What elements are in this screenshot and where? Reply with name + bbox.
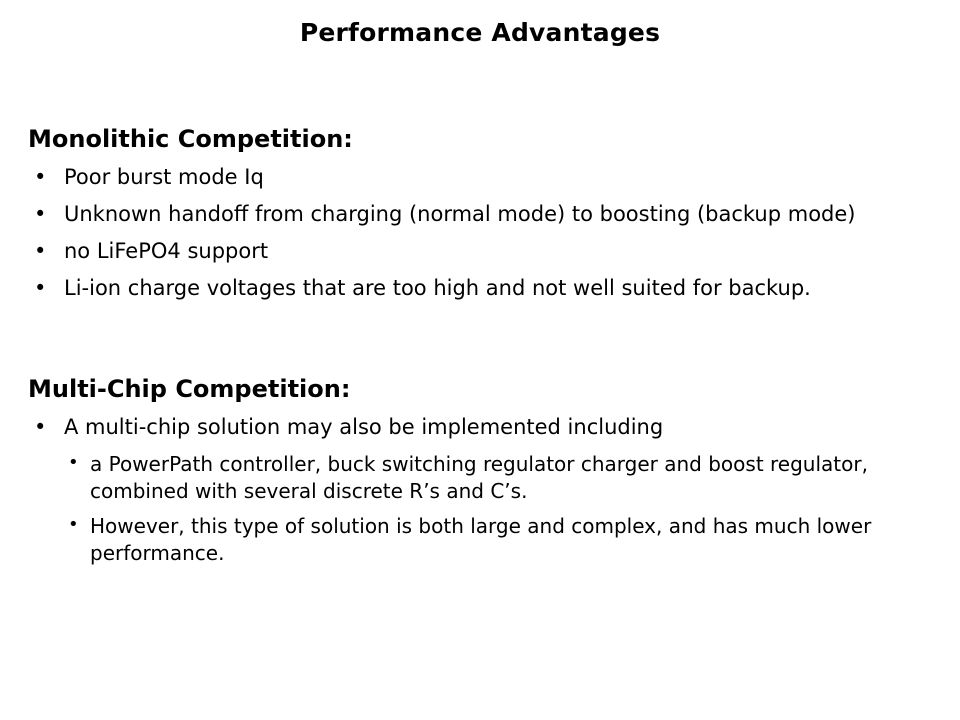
list-item-text: Unknown handoff from charging (normal mode) to boosting (backup mode)	[64, 201, 856, 226]
list-item-text: no LiFePO4 support	[64, 238, 269, 263]
bullet-icon: •	[34, 238, 47, 263]
list-item-text: Poor burst mode Iq	[64, 164, 264, 189]
bullet-icon: •	[34, 164, 47, 189]
bullet-list-monolithic	[28, 164, 938, 303]
list-item-text: a PowerPath controller, buck switching regulator charger and boost regulator, combined with several discrete R’s and C’s.	[90, 452, 868, 503]
list-item	[28, 201, 938, 229]
list-item	[28, 275, 938, 303]
page-title: Performance Advantages	[299, 18, 661, 47]
list-item	[28, 414, 938, 442]
list-item-text: Li-ion charge voltages that are too high and not well suited for backup.	[64, 275, 811, 300]
slide-body	[28, 125, 938, 576]
section-heading: Monolithic Competition:	[28, 125, 353, 153]
list-item	[64, 513, 938, 566]
section-monolithic	[28, 125, 938, 302]
bullet-icon: •	[68, 452, 79, 474]
list-item	[28, 164, 938, 192]
section-multichip	[28, 375, 938, 566]
list-item-text: However, this type of solution is both large and complex, and has much lower performance.	[90, 514, 872, 565]
bullet-icon: •	[34, 275, 47, 300]
sub-list-wrapper	[64, 451, 938, 566]
list-item	[28, 238, 938, 266]
bullet-sublist-multichip	[64, 451, 938, 566]
bullet-icon: •	[34, 415, 47, 440]
bullet-icon: •	[34, 201, 47, 226]
list-item	[64, 451, 938, 504]
section-spacer	[28, 311, 938, 375]
list-item-text: A multi-chip solution may also be implemented including	[64, 415, 664, 440]
bullet-list-multichip	[28, 414, 938, 442]
section-heading: Multi-Chip Competition:	[28, 375, 351, 404]
bullet-icon: •	[68, 514, 79, 536]
